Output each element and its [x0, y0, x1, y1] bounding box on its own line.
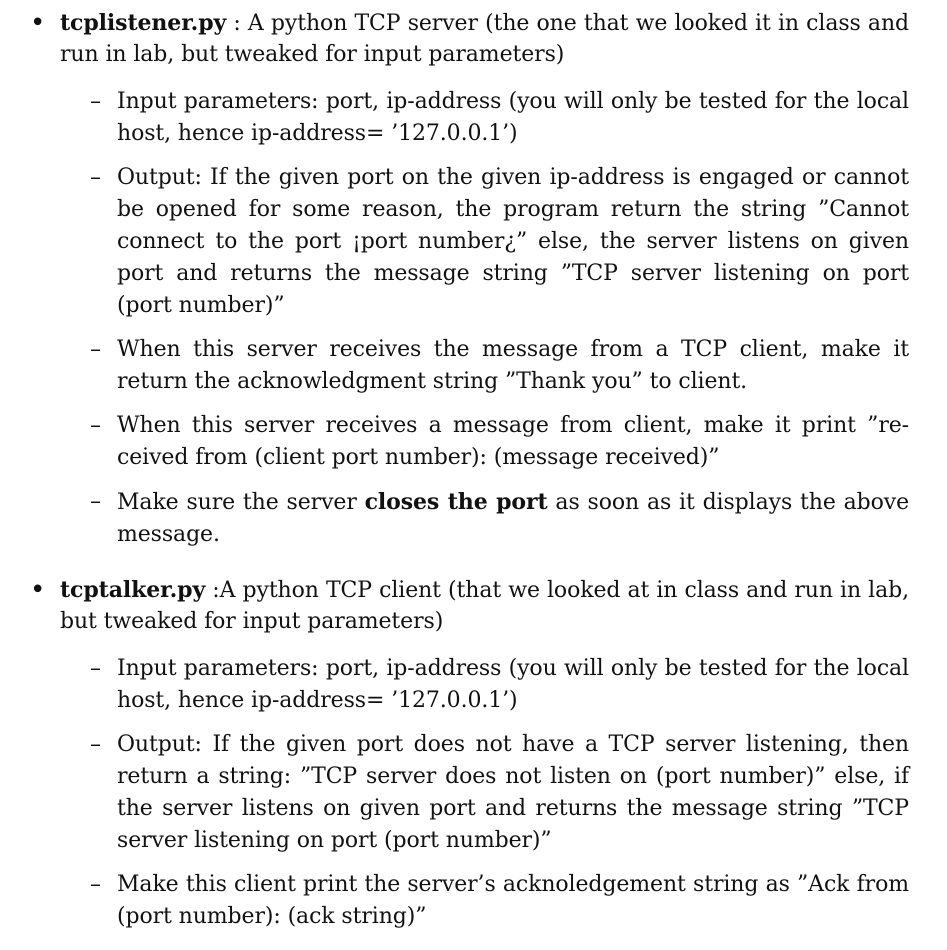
bullet-icon: •: [30, 8, 46, 38]
tcptalker-input-parameters: [90, 653, 909, 717]
dash-icon: –: [90, 165, 101, 190]
bullet-icon: •: [30, 575, 46, 605]
list-item-text: Output: If the given port does not have a TCP server listening, then return a string: ”TCP server does not listen on (port number)” else, if the server listens on given port and returns the message string ”TCP server listening on port (port number)”: [117, 732, 909, 853]
list-item-bold-text: closes the port: [364, 489, 548, 515]
list-item-text: When this server receives a message from client, make it print ”re-ceived from (client port number): (message received)”: [117, 413, 909, 470]
list-item-text: Output: If the given port on the given ip-address is engaged or cannot be opened for some reason, the program return the string ”Cannot connect to the port ¡port number¿” else, the server listens on given port and returns the message string ”TCP server listening on port (port number)”: [117, 165, 909, 318]
dash-icon: –: [90, 656, 101, 681]
tcplistener-section: [28, 8, 909, 551]
list-item-text-after: as soon as it displays the above message.: [117, 490, 910, 547]
dash-icon: –: [90, 732, 101, 757]
tcplistener-title: tcplistener.py: [60, 10, 227, 36]
dash-icon: –: [90, 489, 101, 514]
list-item-text: Make this client print the server’s acknoledgement string as ”Ack from (port number): (ack string)”: [117, 872, 909, 929]
tcplistener-ack-behavior: [90, 334, 909, 398]
dash-icon: –: [90, 89, 101, 114]
tcptalker-output: [90, 729, 909, 857]
tcptalker-print-ack: [90, 869, 909, 933]
dash-icon: –: [90, 337, 101, 362]
tcplistener-input-parameters: [90, 86, 909, 150]
tcplistener-bullet: [28, 8, 909, 70]
tcptalker-section: [28, 575, 909, 933]
list-item-text: When this server receives the message from a TCP client, make it return the acknowledgment string ”Thank you” to client.: [117, 337, 909, 394]
tcplistener-subitems: [28, 86, 909, 551]
tcptalker-description: :A python TCP client (that we looked at in class and run in lab, but tweaked for input parameters): [60, 578, 909, 634]
tcplistener-print-behavior: [90, 410, 909, 474]
dash-icon: –: [90, 413, 101, 438]
list-item-text: Input parameters: port, ip-address (you will only be tested for the local host, hence ip-address= ’127.0.0.1’): [117, 656, 909, 713]
tcptalker-subitems: [28, 653, 909, 933]
list-item-text: Input parameters: port, ip-address (you will only be tested for the local host, hence ip-address= ’127.0.0.1’): [117, 89, 909, 146]
tcplistener-description: : A python TCP server (the one that we looked it in class and run in lab, but tweaked for input parameters): [60, 11, 909, 67]
dash-icon: –: [90, 872, 101, 897]
list-item-text-before: Make sure the server: [117, 490, 365, 515]
tcplistener-output: [90, 162, 909, 322]
tcplistener-close-port: [90, 486, 910, 551]
tcptalker-title: tcptalker.py: [60, 577, 206, 603]
tcptalker-bullet: [28, 575, 909, 637]
